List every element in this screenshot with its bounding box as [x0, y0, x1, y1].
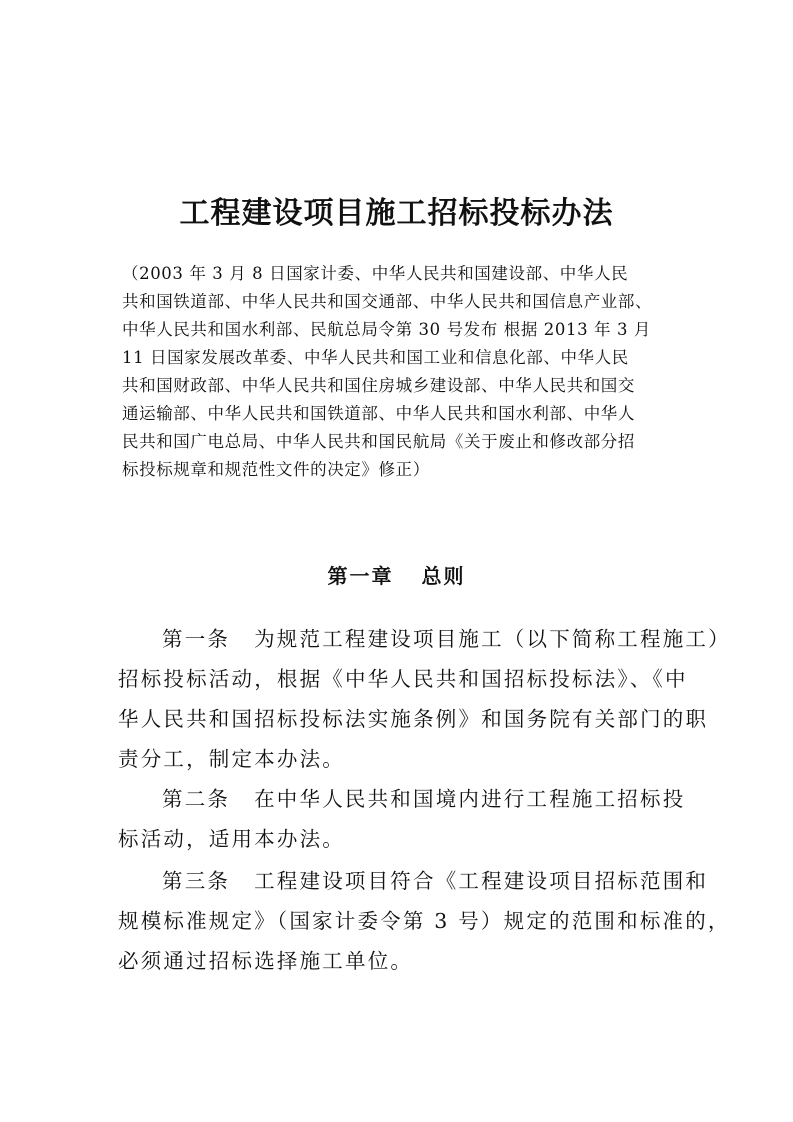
article-line: 招标投标活动，根据《中华人民共和国招标投标法》、《中 [118, 667, 688, 691]
revision-note-line: 11 日国家发展改革委、中华人民共和国工业和信息化部、中华人民 [122, 348, 629, 367]
chapter-heading [0, 560, 793, 589]
revision-note-line: （2003 年 3 月 8 日国家计委、中华人民共和国建设部、中华人民 [122, 264, 629, 283]
article-line: 华人民共和国招标投标法实施条例》和国务院有关部门的职 [118, 707, 709, 731]
page-title: 工程建设项目施工招标投标办法 [179, 196, 614, 231]
chapter-number: 第一章 [327, 564, 394, 588]
article-label: 第一条 [162, 627, 231, 651]
article-text: 工程建设项目符合《工程建设项目招标范围和 [254, 869, 709, 893]
article-line: 规模标准规定》（国家计委令第 3 号）规定的范围和标准的， [118, 909, 731, 933]
article-label: 第二条 [162, 787, 231, 811]
revision-note-line: 标投标规章和规范性文件的决定》修正） [122, 460, 430, 479]
revision-note-line: 民共和国广电总局、中华人民共和国民航局《关于废止和修改部分招 [122, 432, 635, 451]
chapter-name: 总则 [421, 564, 466, 588]
revision-note-line: 通运输部、中华人民共和国铁道部、中华人民共和国水利部、中华人 [122, 404, 635, 423]
article-line: 标活动，适用本办法。 [118, 827, 345, 851]
revision-note-line: 共和国财政部、中华人民共和国住房城乡建设部、中华人民共和国交 [122, 376, 635, 395]
article-first-line [162, 866, 708, 896]
article-first-line [162, 624, 731, 654]
revision-note-line: 共和国铁道部、中华人民共和国交通部、中华人民共和国信息产业部、 [122, 292, 653, 311]
revision-note-line: 中华人民共和国水利部、民航总局令第 30 号发布 根据 2013 年 3 月 [122, 320, 651, 339]
article-text: 为规范工程建设项目施工（以下简称工程施工） [254, 627, 731, 651]
article-text: 在中华人民共和国境内进行工程施工招标投 [254, 787, 686, 811]
article-line: 责分工，制定本办法。 [118, 747, 345, 771]
article-first-line [162, 784, 685, 814]
article-label: 第三条 [162, 869, 231, 893]
article-line: 必须通过招标选择施工单位。 [118, 949, 414, 973]
